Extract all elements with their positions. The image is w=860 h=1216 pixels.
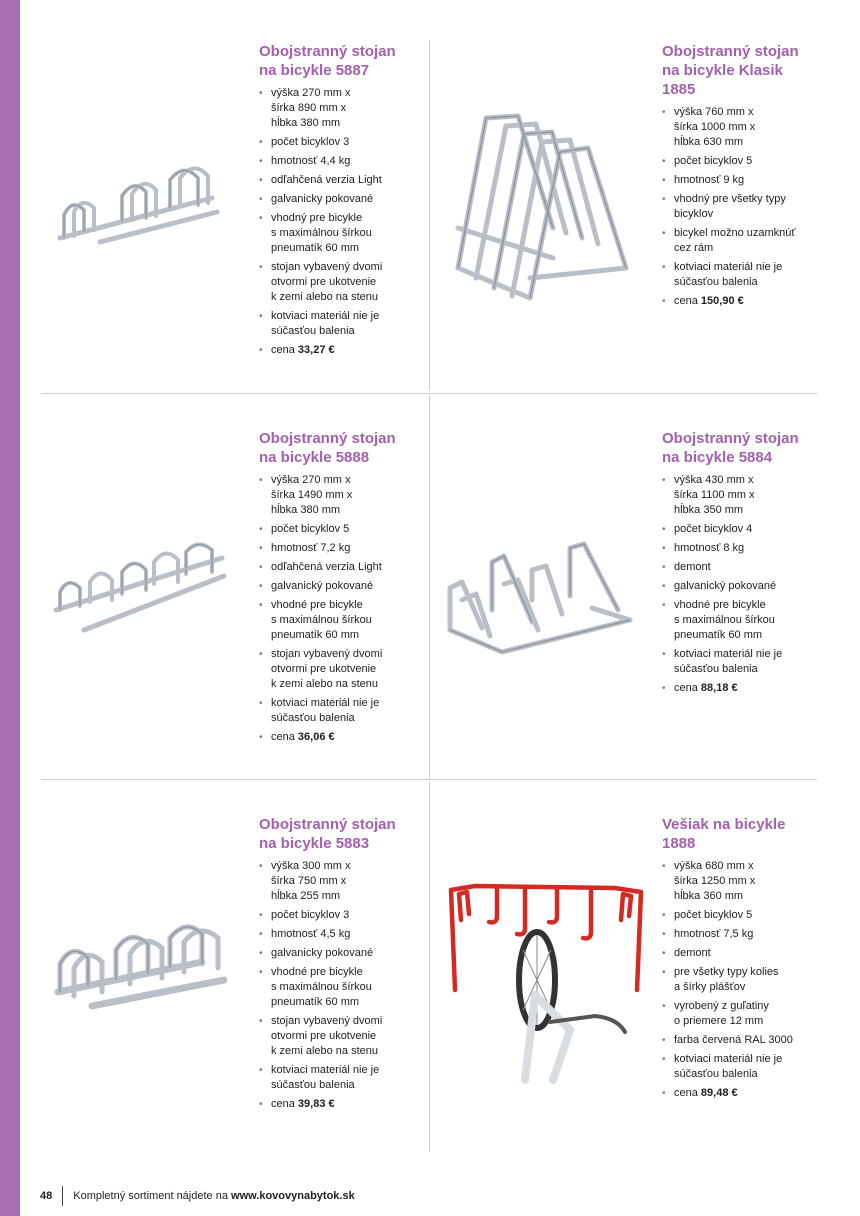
product-title	[662, 815, 822, 853]
bike-rack-4-icon	[442, 540, 634, 655]
spec-item: • odľahčená verzia Light	[259, 560, 419, 575]
spec-list	[259, 859, 419, 1112]
price-label: cena	[674, 1087, 698, 1099]
spec-list	[662, 859, 822, 1101]
product-5884	[662, 429, 822, 700]
title-line: Obojstranný stojan	[662, 43, 799, 60]
spec-item: • kotviaci materiál nie je súčasťou balenia	[259, 1063, 419, 1093]
price-label: cena	[271, 1098, 295, 1110]
product-title	[662, 42, 822, 99]
accent-sidebar	[0, 0, 20, 1216]
title-line: Obojstranný stojan	[259, 43, 396, 60]
product-title	[259, 42, 419, 80]
spec-list	[662, 473, 822, 696]
spec-item: • stojan vybavený dvomi otvormi pre ukotvenie k zemi alebo na stenu	[259, 260, 419, 305]
spec-list	[662, 105, 822, 309]
spec-item: • výška 300 mm x šírka 750 mm x hĺbka 255 mm	[259, 859, 419, 904]
page-number: 48	[40, 1190, 53, 1202]
product-1888	[662, 815, 822, 1105]
title-line: 1885	[662, 81, 696, 98]
bike-rack-3-wide-icon	[52, 922, 230, 1012]
price-item	[662, 681, 822, 696]
title-line: Obojstranný stojan	[662, 430, 799, 447]
bike-rack-5-icon	[52, 540, 227, 635]
title-line: Vešiak na bicykle	[662, 816, 786, 833]
price-item	[662, 294, 822, 309]
spec-item: • kotviaci materiál nie je súčasťou balenia	[259, 696, 419, 726]
product-5887	[259, 42, 419, 362]
price-label: cena	[271, 731, 295, 743]
spec-item: • stojan vybavený dvomi otvormi pre ukotvenie k zemi alebo na stenu	[259, 647, 419, 692]
spec-item: • vyrobený z guľatiny o priemere 12 mm	[662, 999, 822, 1029]
bike-rack-3-icon	[52, 160, 222, 250]
product-title	[259, 429, 419, 467]
spec-item: • počet bicyklov 5	[662, 908, 822, 923]
product-1885	[662, 42, 822, 313]
spec-item: • hmotnosť 7,2 kg	[259, 541, 419, 556]
price: 36,06 €	[297, 731, 335, 743]
title-line: na bicykle 5887	[259, 62, 370, 79]
spec-item: • výška 430 mm x šírka 1100 mm x hĺbka 350 mm	[662, 473, 822, 518]
spec-item: • hmotnosť 9 kg	[662, 173, 822, 188]
price-item	[259, 343, 419, 358]
spec-item: • bicykel možno uzamknúť cez rám	[662, 226, 822, 256]
spec-item: • hmotnosť 4,5 kg	[259, 927, 419, 942]
spec-item: • počet bicyklov 3	[259, 135, 419, 150]
spec-item: • kotviaci materiál nie je súčasťou balenia	[662, 260, 822, 290]
spec-list	[259, 86, 419, 358]
spec-item: • galvanický pokované	[259, 579, 419, 594]
spec-item: • počet bicyklov 5	[662, 154, 822, 169]
column-divider	[429, 40, 430, 390]
spec-list	[259, 473, 419, 745]
spec-item: • vhodné pre bicykle s maximálnou šírkou pneumatík 60 mm	[662, 598, 822, 643]
page-footer	[40, 1186, 355, 1206]
product-5888	[259, 429, 419, 749]
spec-item: • galvanicky pokované	[259, 946, 419, 961]
row-divider	[41, 779, 817, 780]
price: 150,90 €	[700, 295, 744, 307]
spec-item: • vhodný pre všetky typy bicyklov	[662, 192, 822, 222]
title-line: na bicykle 5884	[662, 449, 773, 466]
price: 88,18 €	[700, 682, 738, 694]
price: 39,83 €	[297, 1098, 335, 1110]
wall-bike-hanger-icon	[445, 880, 645, 1090]
product-title	[259, 815, 419, 853]
price-item	[259, 730, 419, 745]
spec-item: • hmotnosť 4,4 kg	[259, 154, 419, 169]
spec-item: • hmotnosť 8 kg	[662, 541, 822, 556]
spec-item: • demont	[662, 560, 822, 575]
spec-item: • kotviaci materiál nie je súčasťou balenia	[662, 1052, 822, 1082]
row-divider	[41, 393, 817, 394]
spec-item: • farba červená RAL 3000	[662, 1033, 822, 1048]
spec-item: • vhodný pre bicykle s maximálnou šírkou pneumatík 60 mm	[259, 211, 419, 256]
price-item	[662, 1086, 822, 1101]
spec-item: • vhodné pre bicykle s maximálnou šírkou pneumatík 60 mm	[259, 965, 419, 1010]
spec-item: • počet bicyklov 4	[662, 522, 822, 537]
title-line: Obojstranný stojan	[259, 816, 396, 833]
title-line: Obojstranný stojan	[259, 430, 396, 447]
price-label: cena	[271, 344, 295, 356]
bike-rack-klasik-icon	[448, 108, 634, 303]
spec-item: • hmotnosť 7,5 kg	[662, 927, 822, 942]
product-title	[662, 429, 822, 467]
spec-item: • galvanický pokované	[662, 579, 822, 594]
spec-item: • odľahčená verzia Light	[259, 173, 419, 188]
column-divider	[429, 782, 430, 1152]
footer-link[interactable]: www.kovovynabytok.sk	[231, 1190, 355, 1202]
title-line: na bicykle Klasik	[662, 62, 783, 79]
spec-item: • počet bicyklov 3	[259, 908, 419, 923]
spec-item: • kotviaci materiál nie je súčasťou balenia	[662, 647, 822, 677]
price: 33,27 €	[297, 344, 335, 356]
spec-item: • výška 270 mm x šírka 1490 mm x hĺbka 380 mm	[259, 473, 419, 518]
spec-item: • stojan vybavený dvomi otvormi pre ukotvenie k zemi alebo na stenu	[259, 1014, 419, 1059]
footer-text: Kompletný sortiment nájdete na	[73, 1190, 228, 1202]
spec-item: • výška 270 mm x šírka 890 mm x hĺbka 380 mm	[259, 86, 419, 131]
spec-item: • výška 760 mm x šírka 1000 mm x hĺbka 630 mm	[662, 105, 822, 150]
column-divider	[429, 395, 430, 780]
footer-divider	[62, 1186, 63, 1206]
title-line: 1888	[662, 835, 696, 852]
spec-item: • pre všetky typy kolies a šírky plášťov	[662, 965, 822, 995]
price-label: cena	[674, 682, 698, 694]
spec-item: • počet bicyklov 5	[259, 522, 419, 537]
spec-item: • vhodné pre bicykle s maximálnou šírkou pneumatík 60 mm	[259, 598, 419, 643]
product-5883	[259, 815, 419, 1116]
spec-item: • kotviaci materiál nie je súčasťou balenia	[259, 309, 419, 339]
spec-item: • galvanicky pokované	[259, 192, 419, 207]
price-item	[259, 1097, 419, 1112]
title-line: na bicykle 5883	[259, 835, 370, 852]
spec-item: • výška 680 mm x šírka 1250 mm x hĺbka 360 mm	[662, 859, 822, 904]
title-line: na bicykle 5888	[259, 449, 370, 466]
spec-item: • demont	[662, 946, 822, 961]
price: 89,48 €	[700, 1087, 738, 1099]
price-label: cena	[674, 295, 698, 307]
